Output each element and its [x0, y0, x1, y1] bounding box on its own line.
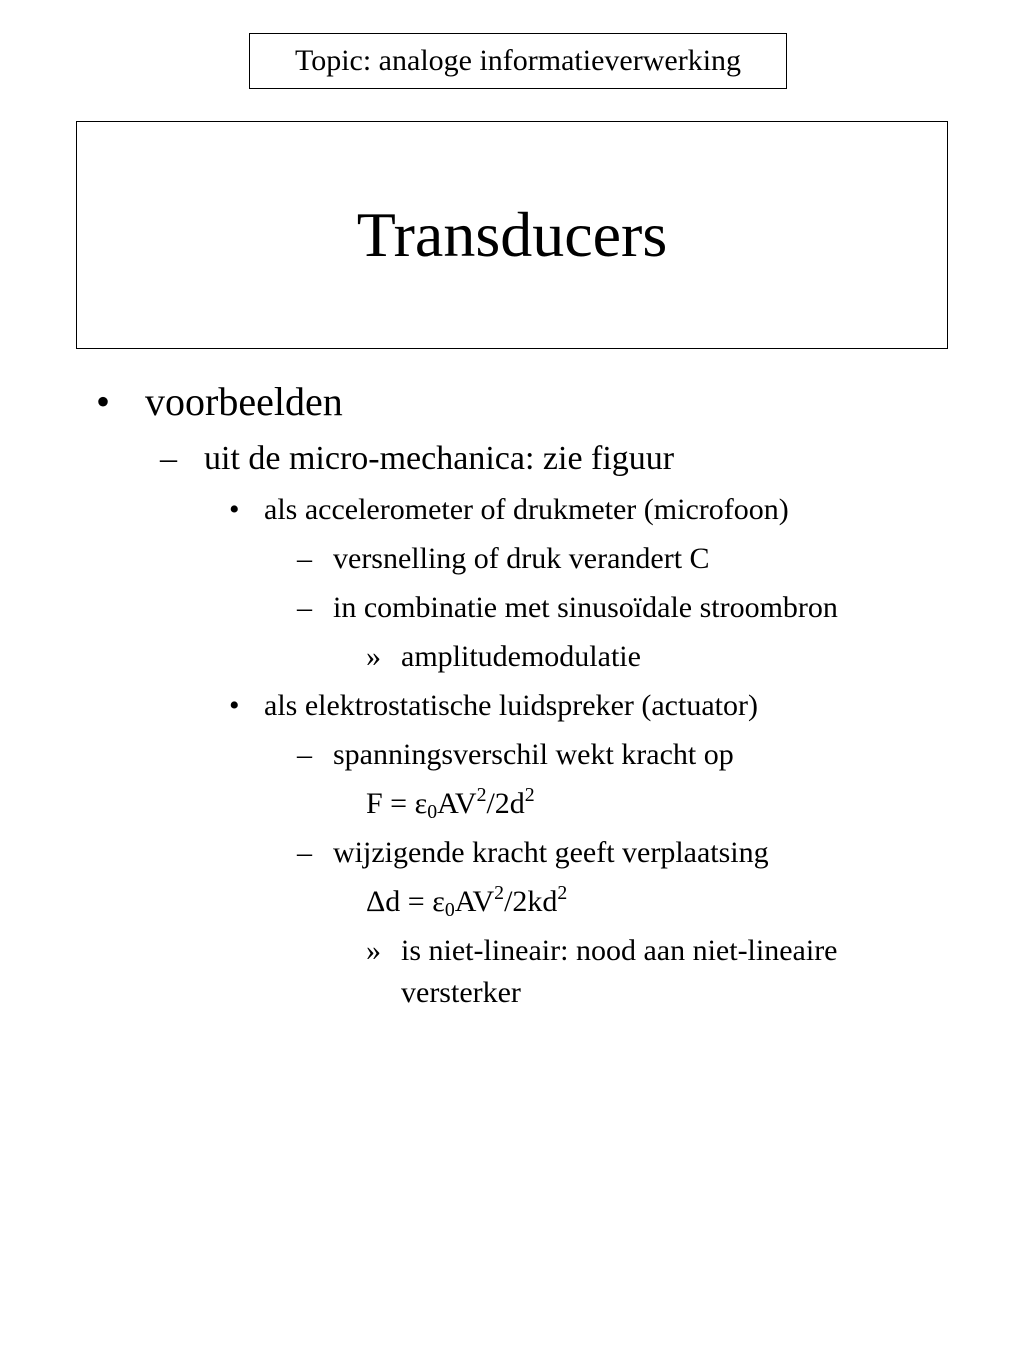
dash-marker: –: [297, 542, 312, 575]
dash-marker: –: [297, 591, 312, 624]
outline-item-sinusoidale: in combinatie met sinusoïdale stroombron: [333, 591, 838, 624]
formula-displacement: $\Delta d = \varepsilon_0AV^2/2kd^2$: [366, 882, 568, 921]
bullet-marker: •: [229, 689, 240, 722]
outline-item-versterker: versterker: [401, 976, 521, 1009]
raquo-marker: »: [366, 640, 381, 673]
outline-item-micro-mechanica: uit de micro-mechanica: zie figuur: [204, 440, 675, 477]
raquo-marker: »: [366, 934, 381, 967]
bullet-marker: •: [96, 379, 111, 424]
outline-item-niet-lineair: is niet-lineair: nood aan niet-lineaire: [401, 934, 838, 967]
outline-item-voorbeelden: voorbeelden: [145, 379, 343, 424]
slide-title: Transducers: [76, 121, 948, 349]
outline-item-spanningsverschil: spanningsverschil wekt kracht op: [333, 738, 734, 771]
formula-force: $F = \varepsilon_0AV^2/2d^2$: [366, 784, 535, 823]
dash-marker: –: [297, 836, 312, 869]
outline-item-luidspreker: als elektrostatische luidspreker (actuator): [264, 689, 758, 722]
outline-item-accelerometer: als accelerometer of drukmeter (microfoon): [264, 493, 789, 526]
outline-item-versnelling: versnelling of druk verandert C: [333, 542, 710, 575]
dash-marker: –: [160, 440, 177, 477]
dash-marker: –: [297, 738, 312, 771]
topic-header: Topic: analoge informatieverwerking: [249, 33, 787, 89]
outline-item-amplitudemodulatie: amplitudemodulatie: [401, 640, 641, 673]
outline-item-verplaatsing: wijzigende kracht geeft verplaatsing: [333, 836, 769, 869]
bullet-marker: •: [229, 493, 240, 526]
